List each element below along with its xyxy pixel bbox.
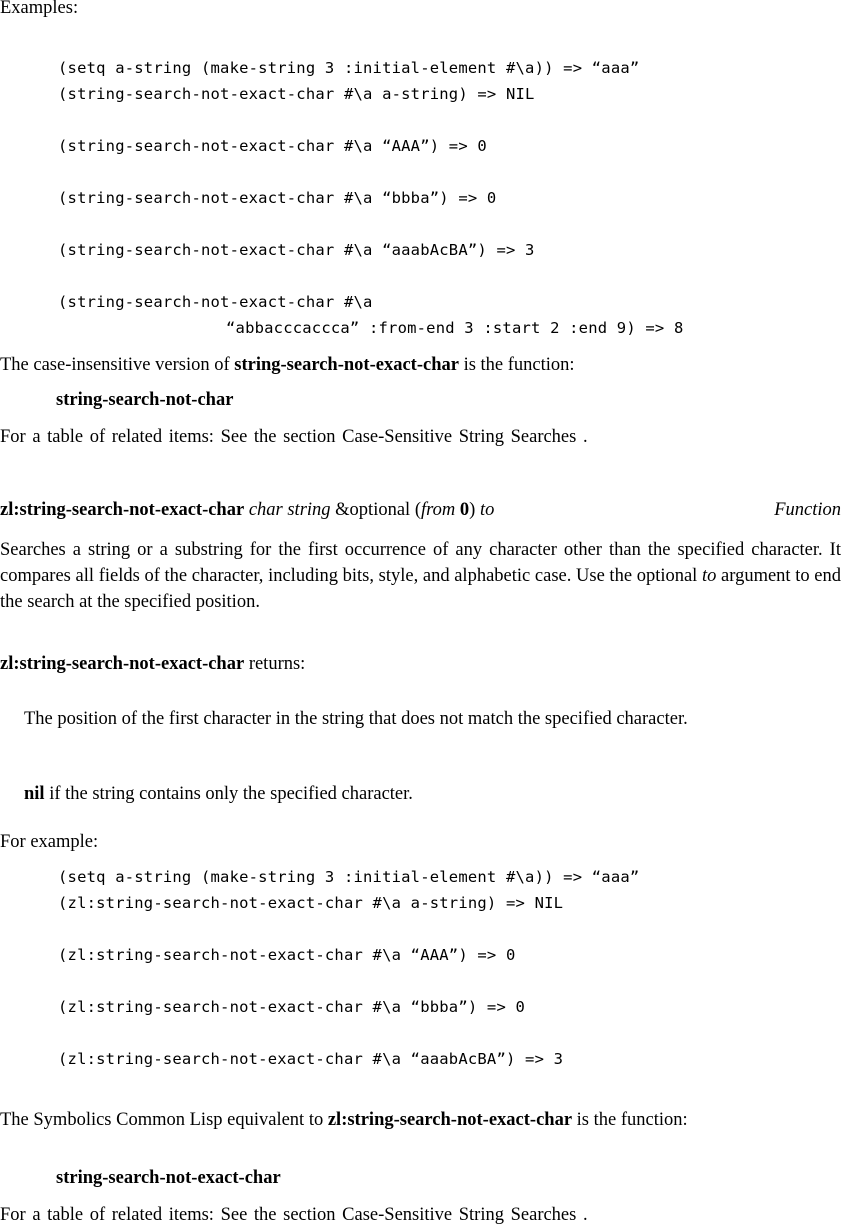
example-label: For example: <box>0 832 99 852</box>
desc-text-after: argument to end the search at the specified position. <box>0 566 841 612</box>
entry-paren-open: ( <box>414 500 421 520</box>
returns-text: returns: <box>244 654 306 674</box>
related-suffix: . <box>582 1205 588 1225</box>
related-suffix: . <box>582 427 588 447</box>
entry-arg-from: from <box>421 500 456 520</box>
nil-keyword: nil <box>24 784 45 804</box>
related-items-note <box>0 1205 588 1226</box>
code-line: (setq a-string (make-string 3 :initial-element #\a)) => “aaa” <box>58 868 640 886</box>
return-value-nil <box>24 784 413 805</box>
code-line: (setq a-string (make-string 3 :initial-element #\a)) => “aaa” <box>58 59 640 77</box>
related-prefix: For a table of related items: See the section <box>0 1205 343 1225</box>
entry-arg-to: to <box>479 500 495 520</box>
examples-label: Examples: <box>0 0 79 18</box>
related-link[interactable]: Case-Sensitive String Searches <box>342 427 577 447</box>
ci-func-name: string-search-not-exact-char <box>234 355 459 375</box>
equiv-target-function[interactable]: string-search-not-exact-char <box>56 1168 281 1188</box>
code-line: (zl:string-search-not-exact-char #\a “aaabAcBA”) => 3 <box>58 1050 564 1068</box>
entry-name: zl:string-search-not-exact-char <box>0 500 245 520</box>
code-line: “abbacccaccca” :from-end 3 :start 2 :end 9) => 8 <box>226 319 684 337</box>
nil-text: if the string contains only the specified character. <box>44 784 413 804</box>
equiv-text: The Symbolics Common Lisp equivalent to <box>0 1110 328 1130</box>
equiv-func-name: zl:string-search-not-exact-char <box>327 1110 573 1130</box>
entry-description <box>0 537 841 615</box>
code-line: (string-search-not-exact-char #\a a-string) => NIL <box>58 85 535 103</box>
desc-text: Searches a string or a substring for the first occurrence of any character other than the specified character. It compares all fields of the character, including bits, style, and alphabetic case. Use the optional <box>0 540 841 586</box>
related-prefix: For a table of related items: See the section <box>0 427 343 447</box>
entry-optional: &optional <box>335 500 411 520</box>
desc-to: to <box>701 566 717 586</box>
entry-paren-close: ) <box>469 500 476 520</box>
related-items-note <box>0 427 588 448</box>
return-value-position: The position of the first character in the string that does not match the specified character. <box>24 709 688 729</box>
related-link[interactable]: Case-Sensitive String Searches <box>342 1205 577 1225</box>
returns-heading <box>0 654 305 675</box>
code-line: (string-search-not-exact-char #\a “AAA”) => 0 <box>58 137 487 155</box>
entry-default-zero: 0 <box>459 500 470 520</box>
ci-text: The case-insensitive version of <box>0 355 235 375</box>
code-line: (zl:string-search-not-exact-char #\a a-string) => NIL <box>58 894 564 912</box>
entry-signature <box>0 500 494 521</box>
entry-kind: Function <box>774 500 841 520</box>
code-line: (string-search-not-exact-char #\a “bbba”) => 0 <box>58 189 497 207</box>
code-line: (string-search-not-exact-char #\a “aaabAcBA”) => 3 <box>58 241 535 259</box>
returns-func-name: zl:string-search-not-exact-char <box>0 654 245 674</box>
case-insensitive-note <box>0 355 575 376</box>
ci-text-after: is the function: <box>458 355 575 375</box>
equivalent-note <box>0 1107 841 1133</box>
code-line: (zl:string-search-not-exact-char #\a “AAA”) => 0 <box>58 946 516 964</box>
ci-target-function[interactable]: string-search-not-char <box>56 390 234 410</box>
code-line: (string-search-not-exact-char #\a <box>58 293 373 311</box>
entry-arg-string: string <box>287 500 331 520</box>
entry-arg-char: char <box>248 500 283 520</box>
equiv-text-after: is the function: <box>572 1110 688 1130</box>
code-line: (zl:string-search-not-exact-char #\a “bbba”) => 0 <box>58 998 526 1016</box>
